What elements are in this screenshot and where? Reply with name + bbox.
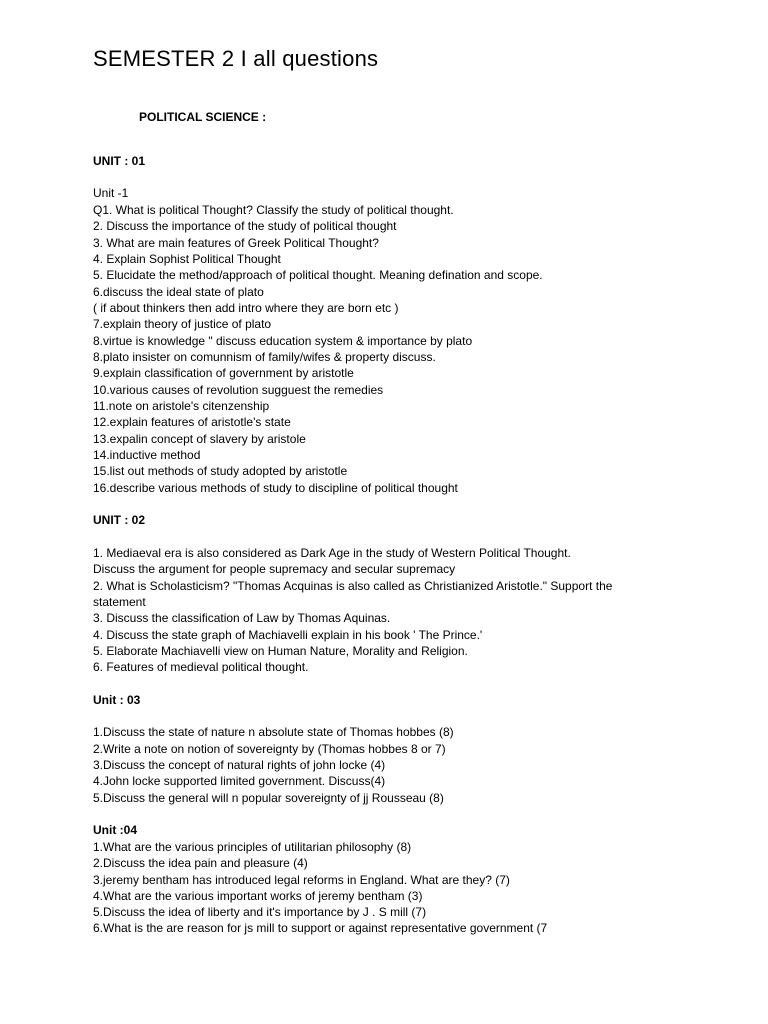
unit-04-heading: Unit :04 [93,823,138,837]
unit-01-question: 7.explain theory of justice of plato [93,317,272,331]
unit-01-question: ( if about thinkers then add intro where they are born etc ) [93,301,399,315]
unit-01-question: 9.explain classification of government by aristotle [93,366,354,380]
subject-heading: POLITICAL SCIENCE : [139,110,267,124]
unit-02-question: 2. What is Scholasticism? "Thomas Acquinas is also called as Christianized Aristotle." Support the [93,579,613,593]
unit-02-heading: UNIT : 02 [93,513,146,527]
unit-01-question: 12.explain features of aristotle's state [93,415,291,429]
unit-01-question: 8.virtue is knowledge " discuss education system & importance by plato [93,334,473,348]
unit-01-question: 2. Discuss the importance of the study of political thought [93,219,397,233]
unit-01-heading: UNIT : 01 [93,154,146,168]
unit-04-question: 6.What is the are reason for js mill to support or against representative government (7 [93,921,548,935]
unit-04-question: 1.What are the various principles of utilitarian philosophy (8) [93,840,412,854]
unit-02-question: 4. Discuss the state graph of Machiavelli explain in his book ' The Prince.' [93,628,483,642]
unit-03-heading: Unit : 03 [93,693,141,707]
unit-01-question: 11.note on aristole's citenzenship [93,399,270,413]
unit-02-question: 3. Discuss the classification of Law by Thomas Aquinas. [93,611,391,625]
unit-01-question: 13.expalin concept of slavery by aristole [93,432,306,446]
unit-03-question: 5.Discuss the general will n popular sovereignty of jj Rousseau (8) [93,791,444,805]
unit-01-question: 15.list out methods of study adopted by aristotle [93,464,348,478]
unit-04-question: 4.What are the various important works of jeremy bentham (3) [93,889,423,903]
unit-01-question: 8.plato insister on comunnism of family/wifes & property discuss. [93,350,436,364]
unit-02-question: Discuss the argument for people supremacy and secular supremacy [93,562,456,576]
unit-01-subheading: Unit -1 [93,186,129,200]
unit-01-question: Q1. What is political Thought? Classify the study of political thought. [93,203,454,217]
unit-03-question: 1.Discuss the state of nature n absolute state of Thomas hobbes (8) [93,725,454,739]
unit-01-question: 16.describe various methods of study to discipline of political thought [93,481,458,495]
unit-01-question: 5. Elucidate the method/approach of political thought. Meaning defination and scope. [93,268,543,282]
unit-04-question: 3.jeremy bentham has introduced legal reforms in England. What are they? (7) [93,873,510,887]
unit-02-question: 1. Mediaeval era is also considered as Dark Age in the study of Western Political Thought. [93,546,571,560]
unit-03-question: 4.John locke supported limited government. Discuss(4) [93,774,386,788]
unit-01-question: 4. Explain Sophist Political Thought [93,252,281,266]
unit-02-question: 6. Features of medieval political thought. [93,660,309,674]
unit-03-question: 3.Discuss the concept of natural rights of john locke (4) [93,758,386,772]
unit-04-question: 2.Discuss the idea pain and pleasure (4) [93,856,308,870]
unit-01-question: 3. What are main features of Greek Political Thought? [93,236,379,250]
unit-01-question: 6.discuss the ideal state of plato [93,285,264,299]
unit-01-question: 14.inductive method [93,448,201,462]
document-title: SEMESTER 2 I all questions [93,46,379,71]
unit-02-question: statement [93,595,146,609]
unit-01-question: 10.various causes of revolution sugguest the remedies [93,383,384,397]
unit-04-question: 5.Discuss the idea of liberty and it's importance by J . S mill (7) [93,905,427,919]
unit-03-question: 2.Write a note on notion of sovereignty by (Thomas hobbes 8 or 7) [93,742,446,756]
unit-02-question: 5. Elaborate Machiavelli view on Human Nature, Morality and Religion. [93,644,468,658]
